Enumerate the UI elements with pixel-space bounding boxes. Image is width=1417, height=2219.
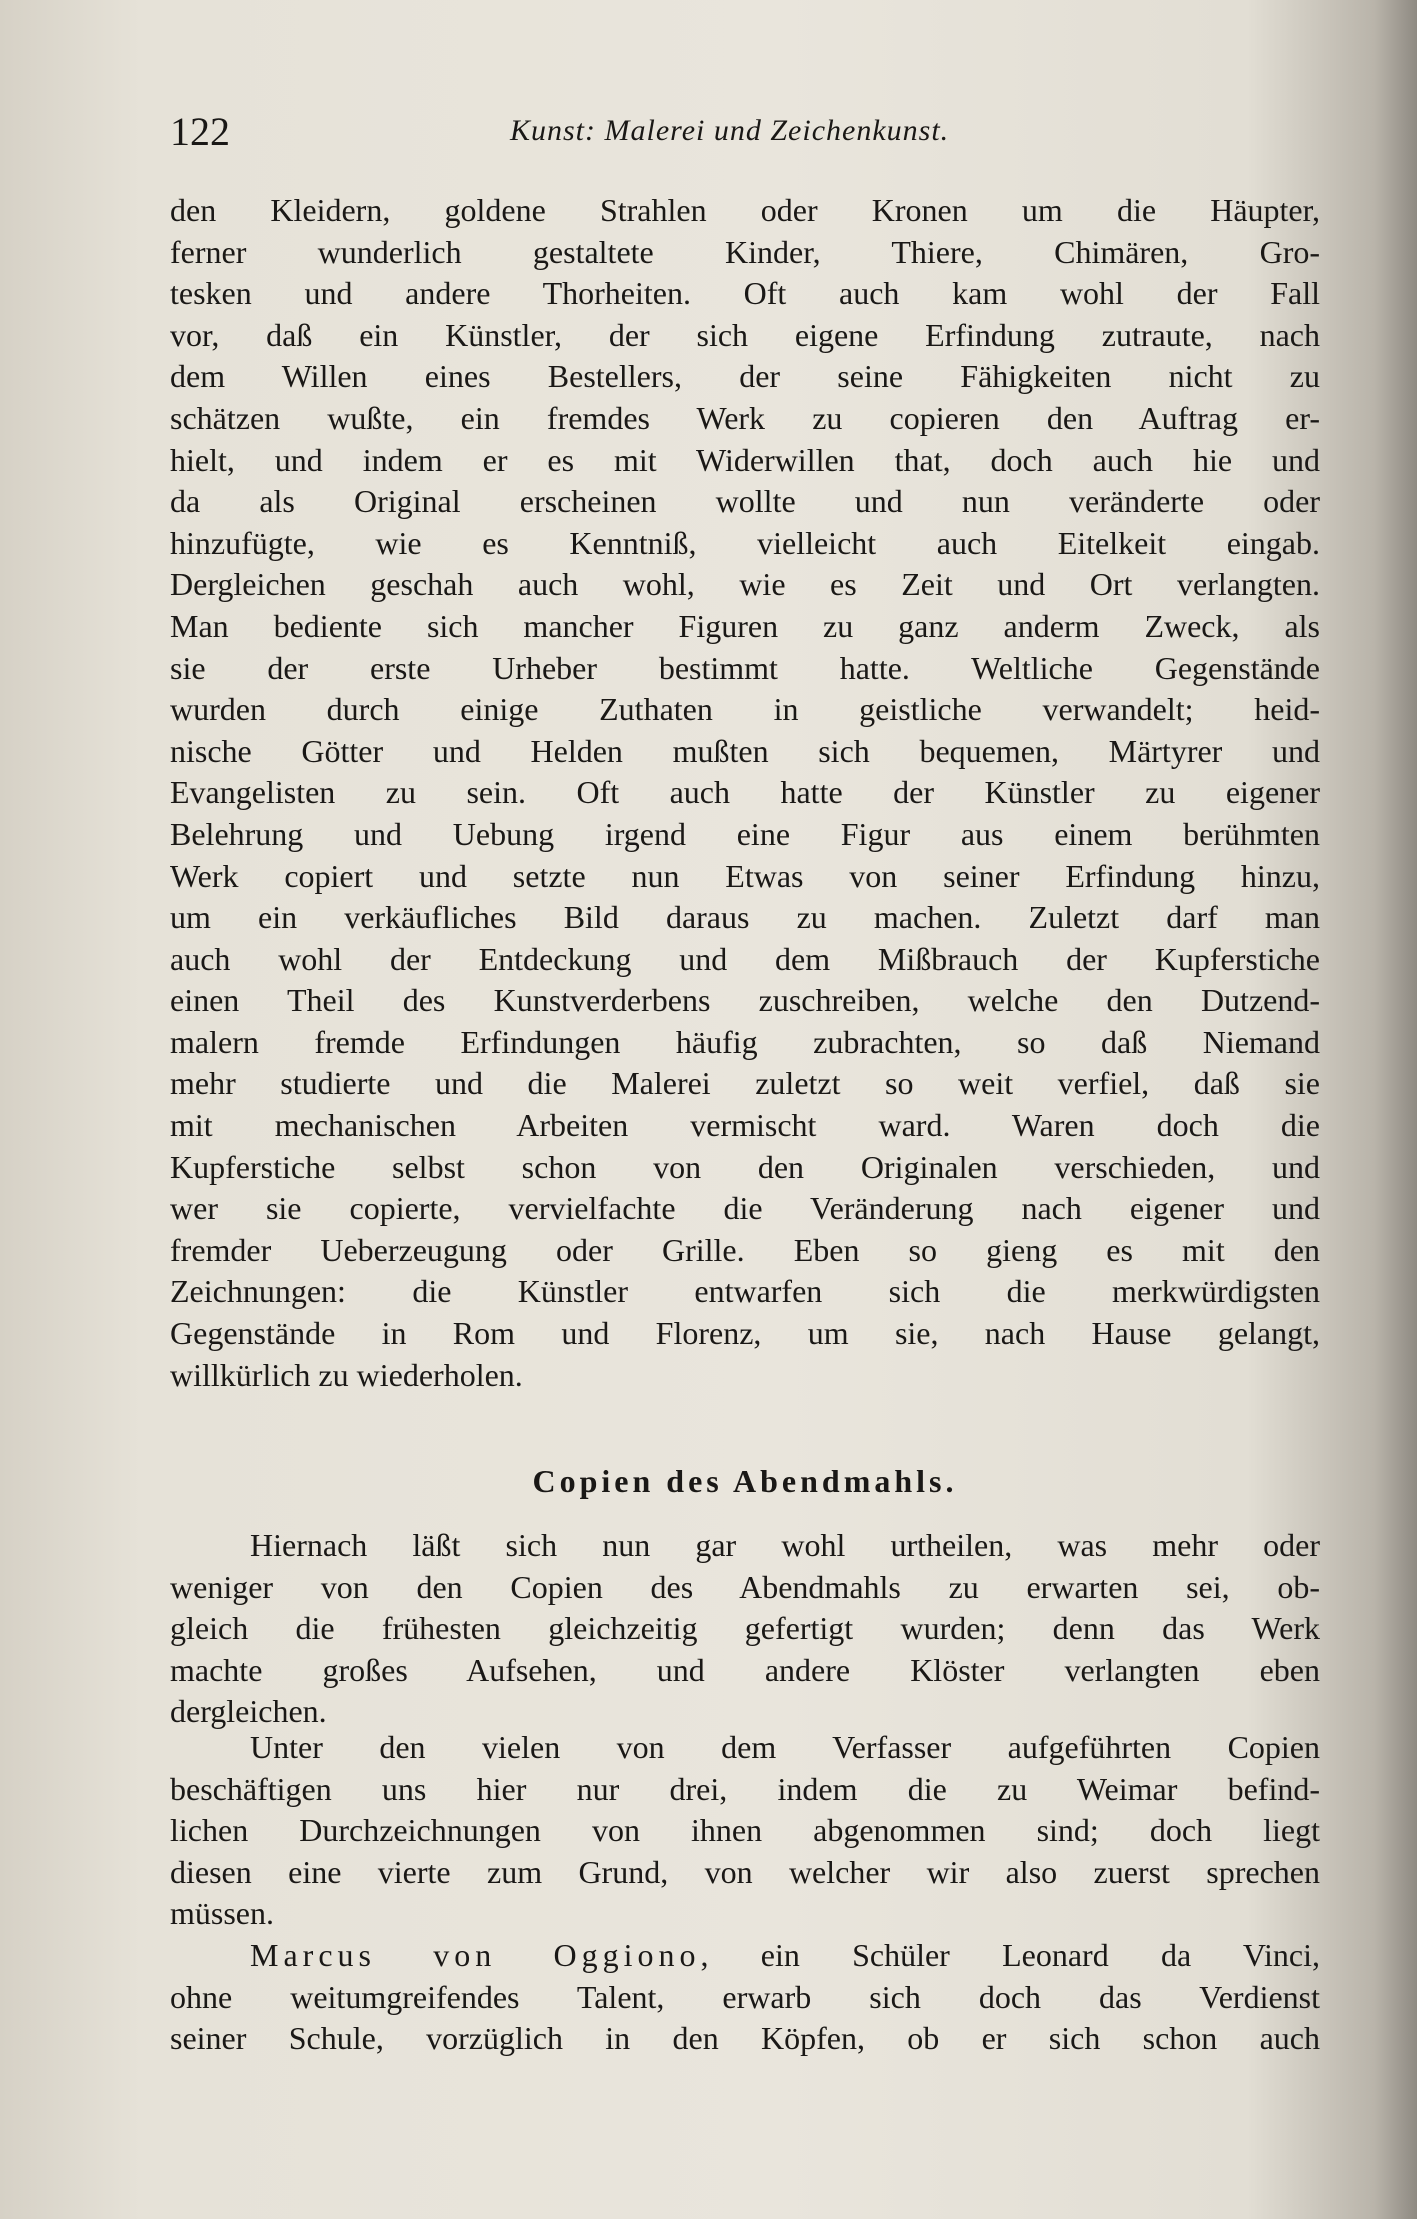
text-line: Zeichnungen: die Künstler entwarfen sich die merkwürdigsten <box>170 1273 1320 1310</box>
text-fragment: , ein Schüler Leonard da Vinci, <box>700 1937 1321 1973</box>
person-name: Marcus von Oggiono <box>250 1937 701 1973</box>
text-line: tesken und andere Thorheiten. Oft auch kam wohl der Fall <box>170 275 1320 312</box>
text-line: Evangelisten zu sein. Oft auch hatte der Künstler zu eigener <box>170 774 1320 811</box>
page-header <box>170 108 1325 158</box>
text-line: da als Original erscheinen wollte und nun veränderte oder <box>170 483 1320 520</box>
paragraph-4 <box>170 1935 1320 2060</box>
text-line: seiner Schule, vorzüglich in den Köpfen, ob er sich schon auch <box>170 2020 1320 2057</box>
running-head: Kunst: Malerei und Zeichenkunst. <box>510 114 950 147</box>
text-line: Man bediente sich mancher Figuren zu ganz anderm Zweck, als <box>170 607 1320 644</box>
text-line: einen Theil des Kunstverderbens zuschreiben, welche den Dutzend- <box>170 982 1320 1019</box>
paragraph-2 <box>170 1525 1320 1733</box>
text-line: Hiernach läßt sich nun gar wohl urtheilen, was mehr oder <box>250 1527 1320 1563</box>
text-line: machte großes Aufsehen, und andere Klöster verlangten eben <box>170 1651 1320 1688</box>
text-line: sie der erste Urheber bestimmt hatte. Weltliche Gegenstände <box>170 649 1320 686</box>
text-line: dergleichen. <box>170 1693 327 1730</box>
text-line: wer sie copierte, vervielfachte die Veränderung nach eigener und <box>170 1190 1320 1227</box>
text-line: fremder Ueberzeugung oder Grille. Eben so gieng es mit den <box>170 1231 1320 1268</box>
text-line: hielt, und indem er es mit Widerwillen that, doch auch hie und <box>170 441 1320 478</box>
text-line: wurden durch einige Zuthaten in geistliche verwandelt; heid- <box>170 691 1320 728</box>
text-line: Gegenstände in Rom und Florenz, um sie, nach Hause gelangt, <box>170 1315 1320 1352</box>
text-line: lichen Durchzeichnungen von ihnen abgenommen sind; doch liegt <box>170 1812 1320 1849</box>
text-line: mehr studierte und die Malerei zuletzt so weit verfiel, daß sie <box>170 1065 1320 1102</box>
text-line: um ein verkäufliches Bild daraus zu machen. Zuletzt darf man <box>170 899 1320 936</box>
text-line: Kupferstiche selbst schon von den Originalen verschieden, und <box>170 1148 1320 1185</box>
section-heading: Copien des Abendmahls. <box>532 1463 958 1499</box>
text-line: schätzen wußte, ein fremdes Werk zu copieren den Auftrag er- <box>170 399 1320 436</box>
text-line: auch wohl der Entdeckung und dem Mißbrauch der Kupferstiche <box>170 940 1320 977</box>
text-line: Belehrung und Uebung irgend eine Figur aus einem berühmten <box>170 815 1320 852</box>
text-line: Unter den vielen von dem Verfasser aufgeführten Copien <box>250 1729 1320 1765</box>
text-line: beschäftigen uns hier nur drei, indem die zu Weimar befind- <box>170 1770 1320 1807</box>
paragraph-3 <box>170 1727 1320 1935</box>
text-line: mit mechanischen Arbeiten vermischt ward. Waren doch die <box>170 1107 1320 1144</box>
text-line: dem Willen eines Bestellers, der seine Fähigkeiten nicht zu <box>170 358 1320 395</box>
text-line: müssen. <box>170 1895 274 1932</box>
text-line: vor, daß ein Künstler, der sich eigene Erfindung zutraute, nach <box>170 316 1320 353</box>
text-line: hinzufügte, wie es Kenntniß, vielleicht auch Eitelkeit eingab. <box>170 524 1320 561</box>
text-line: den Kleidern, goldene Strahlen oder Kronen um die Häupter, <box>170 192 1320 228</box>
text-line: ferner wunderlich gestaltete Kinder, Thiere, Chimären, Gro- <box>170 233 1320 270</box>
text-line: weniger von den Copien des Abendmahls zu erwarten sei, ob- <box>170 1568 1320 1605</box>
text-line: malern fremde Erfindungen häufig zubrachten, so daß Niemand <box>170 1023 1320 1060</box>
text-line: Werk copiert und setzte nun Etwas von seiner Erfindung hinzu, <box>170 857 1320 894</box>
text-line: Dergleichen geschah auch wohl, wie es Zeit und Ort verlangten. <box>170 566 1320 603</box>
text-line: nische Götter und Helden mußten sich bequemen, Märtyrer und <box>170 732 1320 769</box>
page-number: 122 <box>170 109 230 154</box>
text-line: diesen eine vierte zum Grund, von welcher wir also zuerst sprechen <box>170 1853 1320 1890</box>
text-line <box>170 1935 1320 1977</box>
text-line: gleich die frühesten gleichzeitig gefertigt wurden; denn das Werk <box>170 1610 1320 1647</box>
text-line: willkürlich zu wiederholen. <box>170 1356 523 1393</box>
text-line: ohne weitumgreifendes Talent, erwarb sich doch das Verdienst <box>170 1978 1320 2015</box>
paragraph-1 <box>170 190 1320 1396</box>
